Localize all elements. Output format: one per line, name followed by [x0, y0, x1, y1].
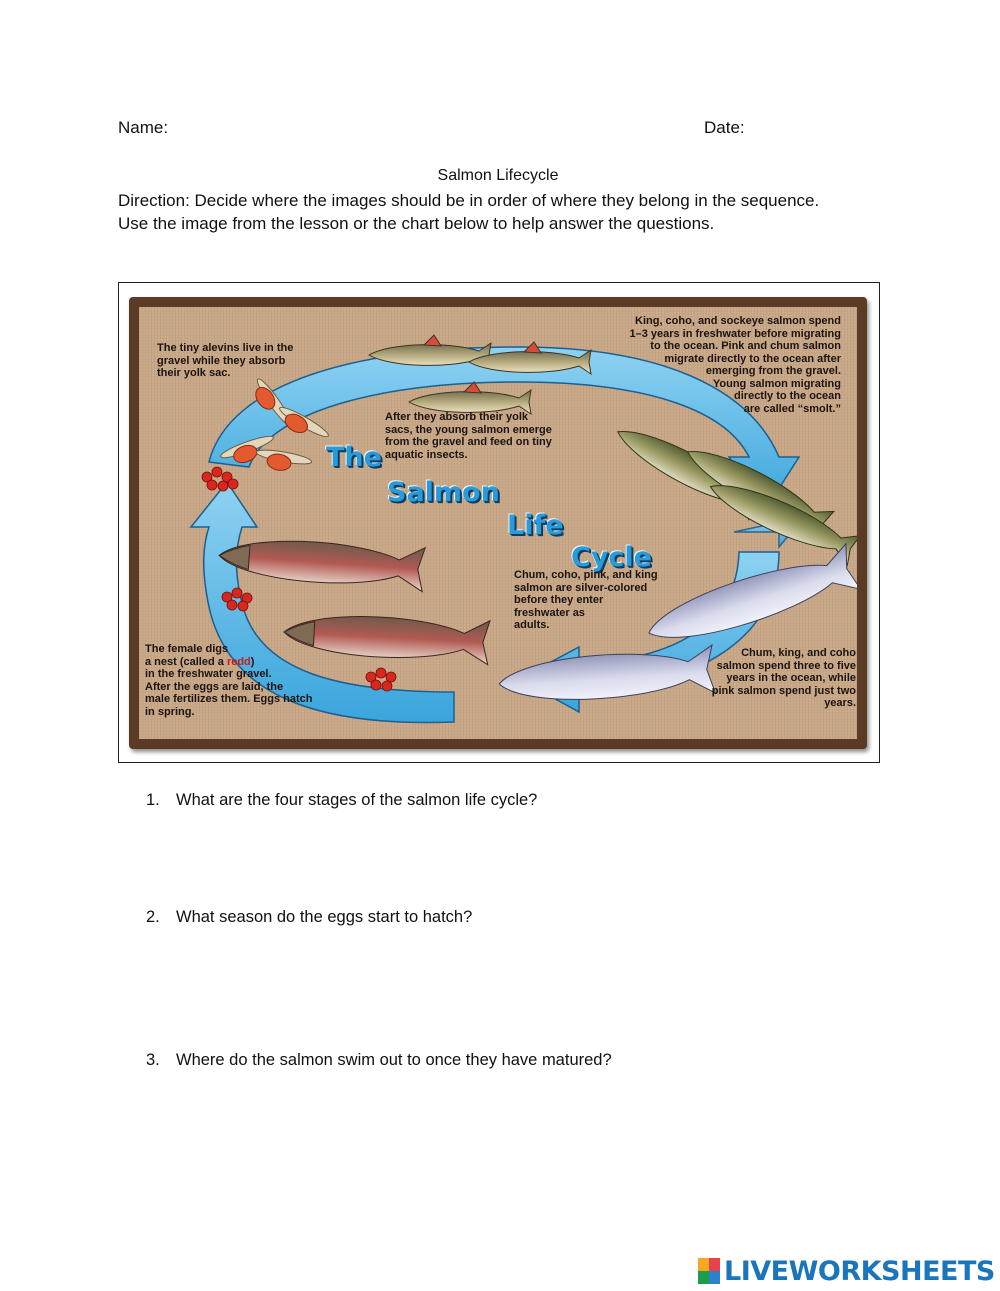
caption-adults: Chum, coho, pink, and king salmon are silver-colored before they enter freshwater as adults.	[514, 569, 658, 631]
caption-spawning-part2: ) in the freshwater gravel. After the eggs are laid, the male fertilizes them. Eggs hatch in spring.	[145, 655, 313, 718]
liveworksheets-logo	[698, 1255, 995, 1287]
salmon-lifecycle-diagram	[118, 282, 880, 763]
diagram-board	[129, 297, 867, 749]
date-label: Date:	[704, 118, 745, 137]
name-label: Name:	[118, 118, 169, 137]
caption-fry: After they absorb their yolk sacs, the young salmon emerge from the gravel and feed on tiny aquatic insects.	[385, 411, 552, 461]
directions-line-2: Use the image from the lesson or the chart below to help answer the questions.	[118, 214, 715, 233]
question-3-text: Where do the salmon swim out to once they have matured?	[176, 1051, 612, 1069]
question-3-number: 3.	[146, 1051, 160, 1069]
page-title: Salmon Lifecycle	[437, 167, 559, 184]
logo-badge-icon	[698, 1258, 720, 1284]
question-1-text: What are the four stages of the salmon life cycle?	[176, 791, 538, 809]
diagram-title-salmon: Salmon	[387, 477, 500, 508]
question-1-number: 1.	[146, 791, 160, 809]
caption-spawning-redd: redd	[226, 655, 251, 668]
diagram-title-life: Life	[507, 510, 564, 541]
question-2-number: 2.	[146, 908, 160, 926]
caption-spawning	[145, 643, 335, 718]
diagram-canvas	[139, 307, 857, 739]
diagram-title-the: The	[326, 442, 382, 473]
diagram-title-cycle: Cycle	[571, 542, 652, 573]
caption-ocean: Chum, king, and coho salmon spend three to five years in the ocean, while pink salmon spend just two years.	[711, 647, 856, 709]
caption-alevins: The tiny alevins live in the gravel while they absorb their yolk sac.	[157, 342, 294, 379]
question-2-text: What season do the eggs start to hatch?	[176, 908, 473, 926]
logo-text: LIVEWORKSHEETS	[724, 1255, 995, 1287]
directions-line-1: Direction: Decide where the images should be in order of where they belong in the sequence.	[118, 191, 820, 210]
caption-spawning-part1: The female digs a nest (called a	[145, 643, 229, 668]
caption-smolt: King, coho, and sockeye salmon spend 1–3 years in freshwater before migrating to the ocean. Pink and chum salmon migrate directly to the ocean after emerging from the gravel. Young salmon migrating directly to the ocean are called “smolt.”	[629, 315, 841, 415]
